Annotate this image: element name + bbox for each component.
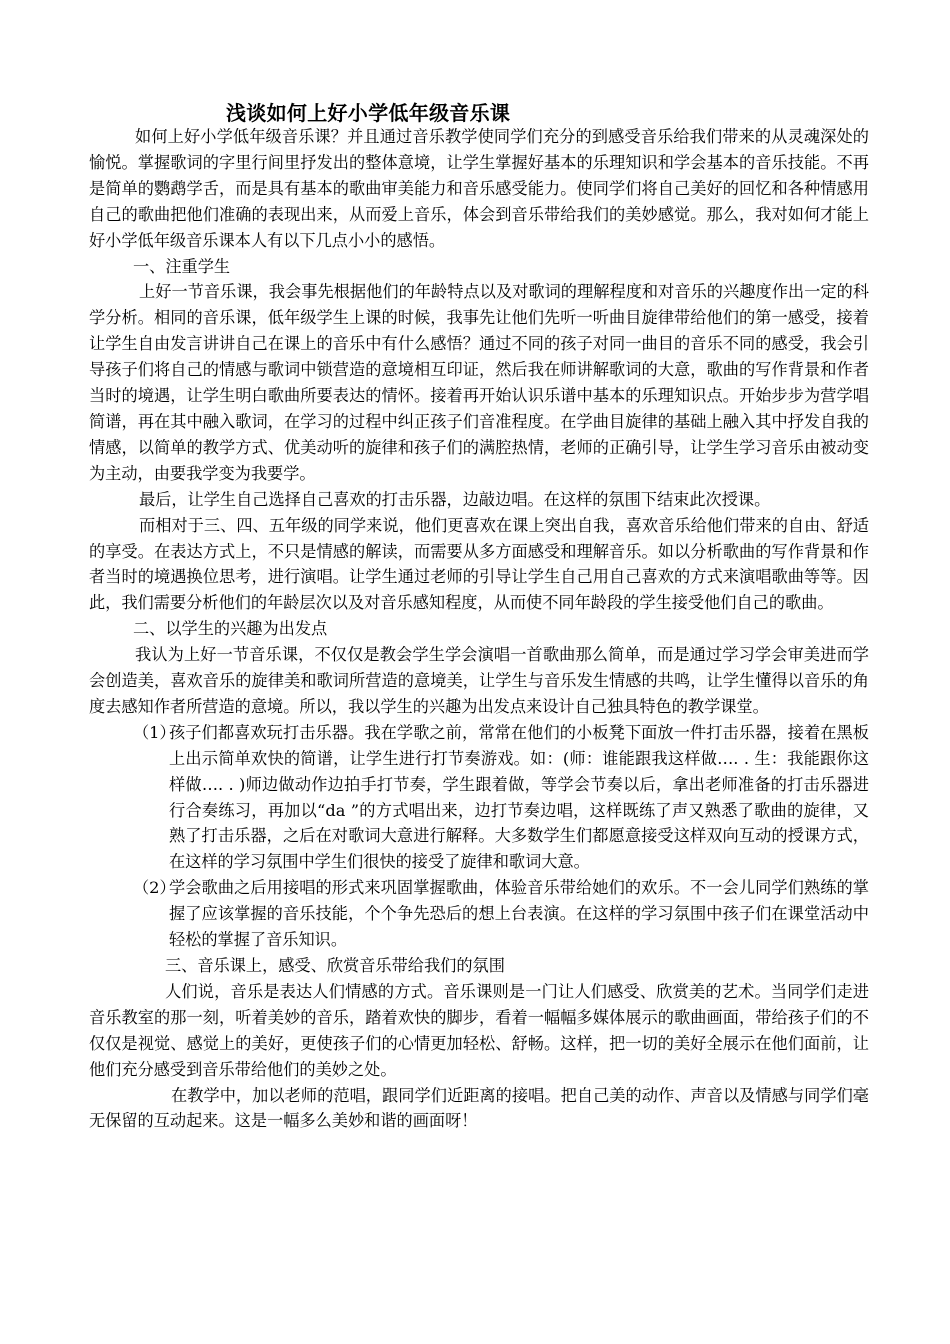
section-heading-1: 一、注重学生 xyxy=(133,256,231,276)
list-item xyxy=(89,875,869,953)
list-item-text: 孩子们都喜欢玩打击乐器。我在学歌之前，常常在他们的小板凳下面放一件打击乐器，接着在黑板上出示简单欢快的简谱，让学生进行打节奏游戏。如：(师：谁能跟我这样做…. . 生：我能跟你这样做…. . )师边做动作边拍手打节奏，学生跟着做，等学会节奏以后，拿出老师准备的打击乐器进行合奏练习，再加以“da ”的方式唱出来，边打节奏边唱，这样既练了声又熟悉了歌曲的旋律，又熟了打击乐器，之后在对歌词大意进行解释。大多数学生们都愿意接受这样双向互动的授课方式，在这样的学习氛围中学生们很快的接受了旋律和歌词大意。 xyxy=(169,722,869,872)
section2-paragraph-1: 我认为上好一节音乐课，不仅仅是教会学生学会演唱一首歌曲那么简单，而是通过学习学会审美进而学会创造美，喜欢音乐的旋律美和歌词所营造的意境美，让学生与音乐发生情感的共鸣，让学生懂得以音乐的角度去感知作者所营造的意境。所以，我以学生的兴趣为出发点来设计自己独具特色的教学课堂。 xyxy=(89,645,869,716)
intro-paragraph: 如何上好小学低年级音乐课？并且通过音乐教学使同学们充分的到感受音乐给我们带来的从灵魂深处的愉悦。掌握歌词的字里行间里抒发出的整体意境，让学生掌握好基本的乐理知识和学会基本的音乐技能。不再是简单的鹦鹉学舌，而是具有基本的歌曲审美能力和音乐感受能力。使同学们将自己美好的回忆和各种情感用自己的歌曲把他们准确的表现出来，从而爱上音乐，体会到音乐带给我们的美妙感觉。那么，我对如何才能上好小学低年级音乐课本人有以下几点小小的感悟。 xyxy=(89,127,869,250)
section1-paragraph-1: 上好一节音乐课，我会事先根据他们的年龄特点以及对歌词的理解程度和对音乐的兴趣度作出一定的科学分析。相同的音乐课，低年级学生上课的时候，我事先让他们先听一听曲目旋律带给他们的第一感受，接着让学生自由发言讲讲自己在课上的音乐中有什么感悟？通过不同的孩子对同一曲目的音乐不同的感受，我会引导孩子们将自己的情感与歌词中锁营造的意境相互印证，然后我在师讲解歌词的大意，歌曲的写作背景和作者当时的境遇，让学生明白歌曲所要表达的情怀。接着再开始认识乐谱中基本的乐理知识点。开始步步为营学唱简谱，再在其中融入歌词，在学习的过程中纠正孩子们音准程度。在学曲目旋律的基础上融入其中抒发自我的情感，以简单的教学方式、优美动听的旋律和孩子们的满腔热情，老师的正确引导，让学生学习音乐由被动变为主动，由要我学变为我要学。 xyxy=(89,282,869,483)
section-heading-2: 二、以学生的兴趣为出发点 xyxy=(133,619,328,639)
list-item xyxy=(89,720,869,875)
section3-paragraph-1: 人们说，音乐是表达人们情感的方式。音乐课则是一门让人们感受、欣赏美的艺术。当同学们走进音乐教室的那一刻，听着美妙的音乐，踏着欢快的脚步，看着一幅幅多媒体展示的歌曲画面，带给孩子们的不仅仅是视觉、感觉上的美好，更使孩子们的心情更加轻松、舒畅。这样，把一切的美好全展示在他们面前，让他们充分感受到音乐带给他们的美妙之处。 xyxy=(89,981,869,1079)
document-body xyxy=(89,124,869,1134)
section-heading-3: 三、音乐课上，感受、欣赏音乐带给我们的氛围 xyxy=(165,956,505,975)
list-item-number: （1） xyxy=(133,722,176,742)
list-item-number: （2） xyxy=(133,878,176,898)
list-item-text: 学会歌曲之后用接唱的形式来巩固掌握歌曲，体验音乐带给她们的欢乐。不一会儿同学们熟练的掌握了应该掌握的音乐技能，个个争先恐后的想上台表演。在这样的学习氛围中孩子们在课堂活动中轻松的掌握了音乐知识。 xyxy=(169,878,869,950)
section1-paragraph-2: 最后，让学生自己选择自己喜欢的打击乐器，边敲边唱。在这样的氛围下结束此次授课。 xyxy=(139,489,771,509)
document-title: 浅谈如何上好小学低年级音乐课 xyxy=(226,101,511,125)
section1-paragraph-3: 而相对于三、四、五年级的同学来说，他们更喜欢在课上突出自我，喜欢音乐给他们带来的自由、舒适的享受。在表达方式上，不只是情感的解读，而需要从多方面感受和理解音乐。如以分析歌曲的写作背景和作者当时的境遇换位思考，进行演唱。让学生通过老师的引导让学生自己用自己喜欢的方式来演唱歌曲等等。因此，我们需要分析他们的年龄层次以及对音乐感知程度，从而使不同年龄段的学生接受他们自己的歌曲。 xyxy=(89,515,869,613)
section3-paragraph-2: 在教学中，加以老师的范唱，跟同学们近距离的接唱。把自己美的动作、声音以及情感与同学们毫无保留的互动起来。这是一幅多么美妙和谐的画面呀！ xyxy=(89,1085,869,1131)
